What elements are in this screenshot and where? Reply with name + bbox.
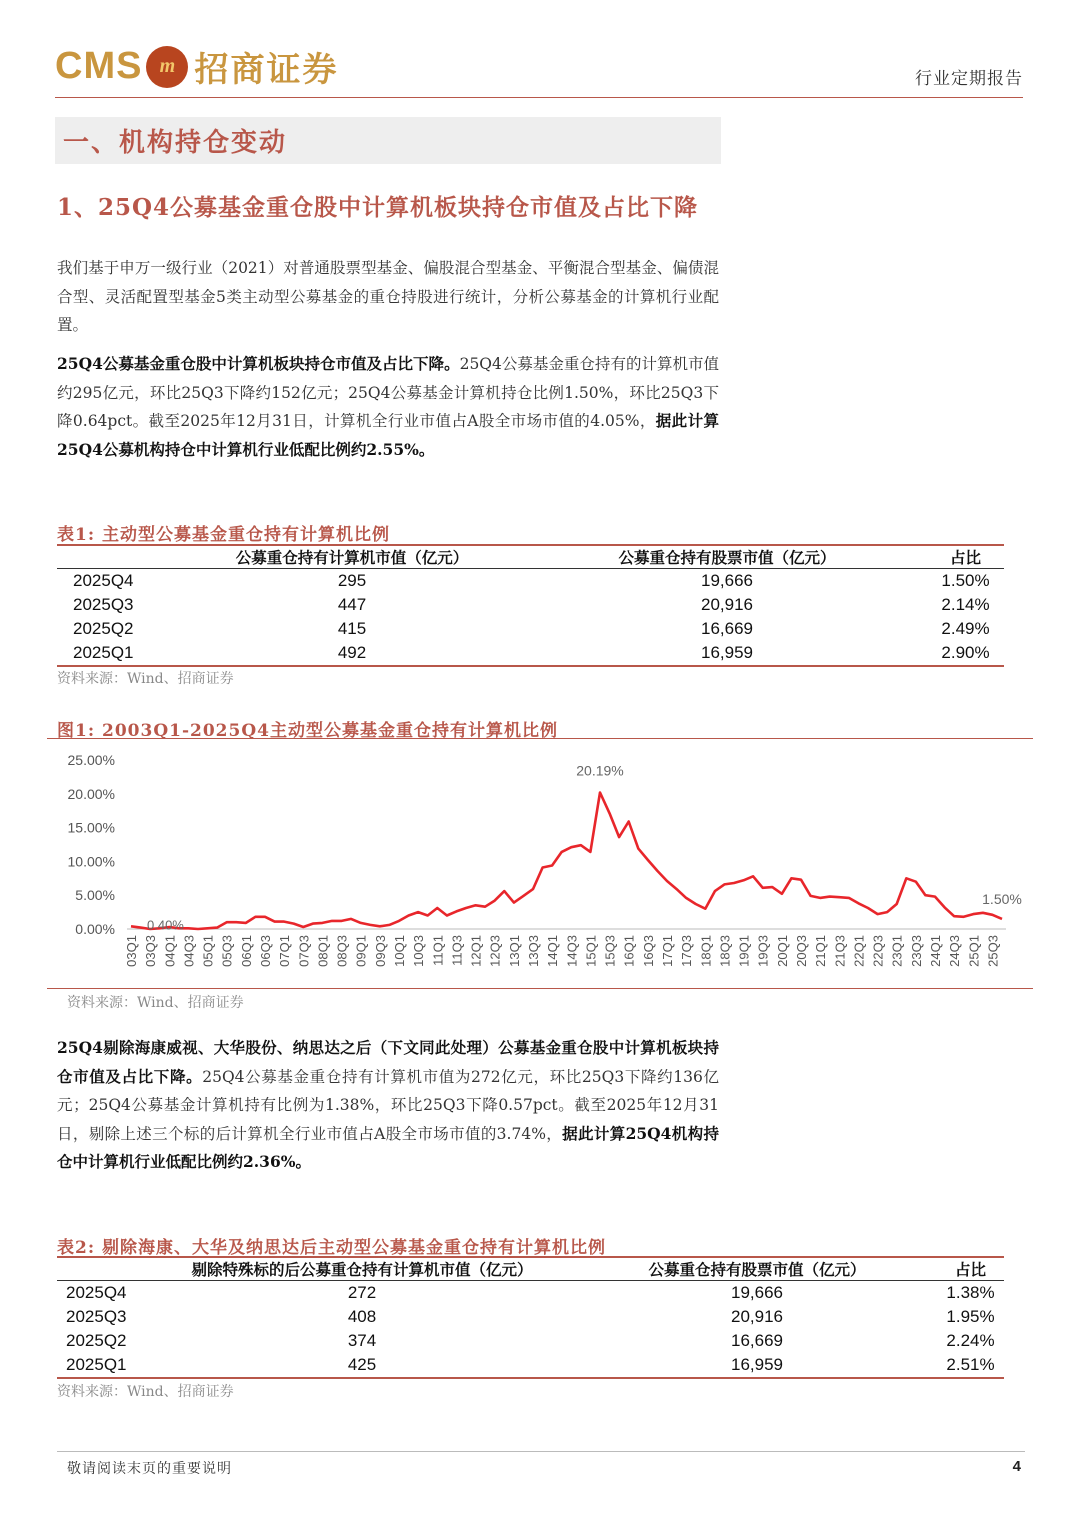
x-tick-label: 08Q1: [315, 935, 331, 967]
x-tick-label: 23Q1: [889, 935, 905, 967]
table-cell: 295: [337, 571, 367, 590]
table-cell: 16,669: [731, 1331, 783, 1350]
paragraph-holdings-conclusion: 据此计算25Q4公募机构持仓中计算机行业低配比例约2.55%。: [57, 411, 719, 459]
x-tick-label: 15Q3: [602, 935, 618, 967]
table2: [57, 1256, 1004, 1379]
table-header-cell: 公募重仓持有股票市值（亿元）: [648, 1260, 866, 1279]
x-tick-label: 24Q3: [947, 935, 963, 967]
x-tick-label: 22Q3: [870, 935, 886, 967]
y-tick-label: 5.00%: [75, 887, 115, 904]
table-row: [57, 1281, 1004, 1305]
x-tick-label: 03Q3: [143, 935, 159, 967]
table2-caption: 表2: 剔除海康、大华及纳思达后主动型公募基金重仓持有计算机比例: [57, 1238, 607, 1258]
table-cell: 2.24%: [946, 1331, 995, 1350]
subsection-title: 1、25Q4公募基金重仓股中计算机板块持仓市值及占比下降: [57, 194, 699, 221]
x-tick-label: 05Q1: [200, 935, 216, 967]
x-tick-label: 25Q3: [985, 935, 1001, 967]
table-cell: 2025Q2: [73, 619, 134, 638]
data-label-first: 0.40%: [147, 917, 184, 933]
table-row: [57, 1353, 1004, 1377]
x-tick-label: 19Q3: [755, 935, 771, 967]
table-row: [57, 617, 1004, 641]
table-cell: 2025Q2: [66, 1331, 127, 1350]
x-tick-label: 13Q3: [526, 935, 541, 967]
table-cell: 16,959: [731, 1355, 783, 1374]
table-cell: 2025Q1: [73, 643, 134, 662]
table1: [57, 544, 1004, 667]
table-cell: 374: [347, 1331, 377, 1350]
x-tick-label: 21Q1: [813, 935, 829, 967]
x-tick-label: 20Q3: [794, 935, 809, 967]
x-tick-label: 09Q3: [372, 935, 388, 967]
x-tick-label: 24Q1: [928, 935, 943, 967]
table1-caption: 表1: 主动型公募基金重仓持有计算机比例: [57, 525, 391, 545]
paragraph-excluding-lead: 25Q4剔除海康威视、大华股份、纳思达之后（下文同此处理）公募基金重仓股中计算机板块持仓市值及占比下降。: [57, 1038, 719, 1086]
x-tick-label: 09Q1: [353, 935, 369, 967]
figure1-caption: 图1: 2003Q1-2025Q4主动型公募基金重仓持有计算机比例: [57, 721, 558, 741]
table-cell: 1.50%: [941, 571, 990, 590]
table-header-cell: 公募重仓持有计算机市值（亿元）: [235, 548, 469, 567]
table-cell: 2025Q4: [66, 1283, 127, 1302]
section-title: 一、机构持仓变动: [63, 128, 288, 158]
y-tick-label: 10.00%: [67, 853, 115, 870]
x-tick-label: 10Q1: [392, 935, 407, 967]
footer-notice: 敬请阅读末页的重要说明: [67, 1461, 232, 1477]
x-tick-label: 11Q1: [430, 935, 446, 966]
table-row: [57, 593, 1004, 617]
logo-company-name: 招商证券: [194, 50, 339, 90]
x-tick-label: 11Q3: [449, 935, 465, 966]
table-row: [57, 569, 1004, 593]
x-tick-label: 22Q1: [851, 935, 867, 967]
x-tick-label: 03Q1: [124, 935, 139, 967]
table2-source: 资料来源：Wind、招商证券: [57, 1384, 234, 1400]
paragraph-holdings: [57, 350, 719, 464]
table-cell: 492: [337, 643, 367, 662]
table-header-row: [57, 546, 1004, 569]
table-cell: 19,666: [701, 571, 753, 590]
table-cell: 2025Q1: [66, 1355, 127, 1374]
table-row: [57, 1305, 1004, 1329]
table-row: [57, 1329, 1004, 1353]
table-cell: 1.38%: [946, 1283, 995, 1302]
x-tick-label: 16Q1: [621, 935, 637, 967]
paragraph-excluding-conclusion: 据此计算25Q4机构持仓中计算机行业低配比例约2.36%。: [57, 1123, 719, 1171]
table-cell: 20,916: [731, 1307, 783, 1326]
table-header-cell: 占比: [949, 548, 981, 567]
table-cell: 1.95%: [946, 1307, 995, 1326]
table-cell: 2.49%: [941, 619, 990, 638]
table-cell: 19,666: [731, 1283, 783, 1302]
paragraph-excluding-body: 25Q4公募基金重仓持有计算机市值为272亿元，环比25Q3下降约136亿元；25Q4公募基金计算机持有比例为1.38%，环比25Q3下降0.57pct。截至2025年12月31日，剔除上述三个标的后计算机全行业市值占A股全市场市值的3.74%，: [57, 1067, 719, 1143]
table-header-cell: 剔除特殊标的后公募重仓持有计算机市值（亿元）: [191, 1260, 533, 1279]
x-tick-label: 06Q1: [238, 935, 254, 967]
x-tick-label: 18Q3: [717, 935, 733, 967]
data-label-last: 1.50%: [982, 890, 1022, 907]
page-number: 4: [1012, 1458, 1021, 1475]
line-chart: [47, 739, 1033, 990]
x-tick-label: 07Q3: [296, 935, 312, 967]
y-tick-label: 20.00%: [67, 785, 115, 802]
table-cell: 2025Q4: [73, 571, 134, 590]
x-tick-label: 15Q1: [583, 935, 599, 967]
x-tick-label: 19Q1: [736, 935, 752, 967]
x-tick-label: 16Q3: [640, 935, 656, 967]
x-tick-label: 04Q1: [162, 935, 178, 967]
figure1-chart: [47, 738, 1033, 989]
x-tick-label: 14Q1: [545, 935, 561, 967]
paragraph-intro: 我们基于申万一级行业（2021）对普通股票型基金、偏股混合型基金、平衡混合型基金、偏债混合型、灵活配置型基金5类主动型公募基金的重仓持股进行统计，分析公募基金的计算机行业配置。: [57, 259, 719, 334]
table-cell: 2.51%: [946, 1355, 995, 1374]
page-header: [55, 40, 1023, 98]
table-cell: 408: [347, 1307, 377, 1326]
x-tick-label: 06Q3: [258, 935, 273, 967]
section-title-bar: [55, 117, 721, 164]
x-tick-label: 12Q1: [468, 935, 484, 967]
table-cell: 425: [347, 1355, 377, 1374]
x-tick-label: 10Q3: [411, 935, 427, 967]
x-tick-label: 18Q1: [698, 935, 714, 967]
table-cell: 20,916: [701, 595, 753, 614]
x-tick-label: 14Q3: [564, 935, 580, 967]
x-tick-label: 17Q3: [679, 935, 695, 967]
logo-cms-text: CMS: [55, 45, 143, 87]
page-footer: [57, 1451, 1025, 1477]
logo-emblem-icon: [146, 46, 188, 88]
table1-source: 资料来源：Wind、招商证券: [57, 671, 234, 687]
table-row: [57, 641, 1004, 665]
x-tick-label: 04Q3: [181, 935, 197, 967]
paragraph-holdings-lead: 25Q4公募基金重仓股中计算机板块持仓市值及占比下降。: [57, 354, 460, 373]
table-cell: 447: [337, 595, 367, 614]
table-header-cell: 公募重仓持有股票市值（亿元）: [618, 548, 836, 567]
x-tick-label: 08Q3: [334, 935, 350, 967]
x-tick-label: 07Q1: [277, 935, 293, 967]
x-tick-label: 17Q1: [660, 935, 675, 967]
y-tick-label: 0.00%: [75, 921, 115, 937]
table-cell: 2025Q3: [73, 595, 134, 614]
figure1-source: 资料来源：Wind、招商证券: [67, 995, 244, 1011]
table-cell: 16,959: [701, 643, 753, 662]
company-logo: [55, 42, 338, 91]
y-tick-label: 25.00%: [67, 752, 115, 768]
table-cell: 2.90%: [941, 643, 990, 662]
table-header-cell: 占比: [954, 1260, 986, 1279]
table-cell: 272: [347, 1283, 377, 1302]
paragraph-excluding: [57, 1034, 719, 1177]
logo-emblem-mark: m: [159, 55, 176, 77]
x-tick-label: 20Q1: [774, 935, 790, 967]
y-tick-label: 15.00%: [67, 819, 115, 836]
data-label-peak: 20.19%: [576, 762, 624, 779]
table-header-row: [57, 1258, 1004, 1281]
x-tick-label: 25Q1: [966, 935, 982, 967]
x-tick-label: 21Q3: [832, 935, 848, 967]
x-tick-label: 23Q3: [908, 935, 924, 967]
table-cell: 415: [337, 619, 367, 638]
table-cell: 2025Q3: [66, 1307, 127, 1326]
x-tick-label: 05Q3: [219, 935, 235, 967]
x-tick-label: 13Q1: [506, 935, 522, 967]
series-line: [131, 793, 1002, 933]
table-cell: 16,669: [701, 619, 753, 638]
paragraph-holdings-body: 25Q4公募基金重仓持有的计算机市值约295亿元，环比25Q3下降约152亿元；25Q4公募基金计算机持仓比例1.50%，环比25Q3下降0.64pct。截至2025年12月31日，计算机全行业市值占A股全市场市值的4.05%，: [57, 355, 719, 430]
table-cell: 2.14%: [941, 595, 990, 614]
x-tick-label: 12Q3: [487, 935, 503, 967]
report-type: 行业定期报告: [915, 69, 1023, 89]
